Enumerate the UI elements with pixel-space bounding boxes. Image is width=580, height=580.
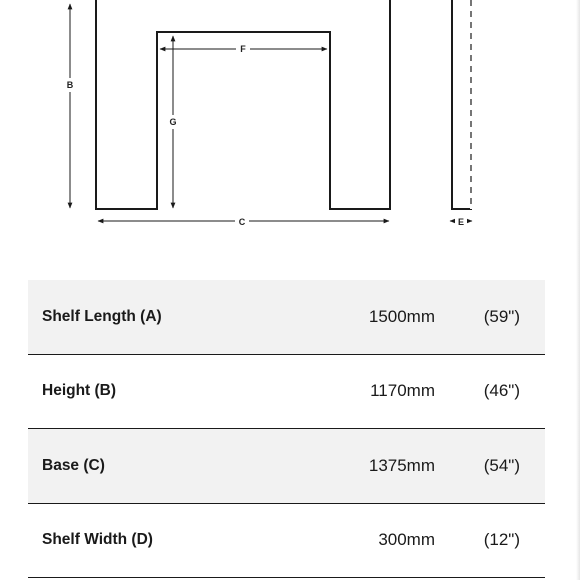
spec-label: Base (C) <box>42 456 105 474</box>
table-row <box>28 355 545 430</box>
spec-mm-value: 1170mm <box>370 381 435 401</box>
spec-inch-value: (12") <box>483 530 520 550</box>
dimensions-table <box>28 280 552 578</box>
spec-inch-value: (59") <box>483 306 520 326</box>
front-view-outline <box>96 0 390 209</box>
fireplace-dimension-diagram <box>0 0 580 270</box>
dimension-f-label: F <box>240 44 246 54</box>
dimension-g-label: G <box>169 117 177 127</box>
spec-inch-value: (54") <box>483 455 520 475</box>
spec-label: Shelf Width (D) <box>42 531 153 549</box>
spec-mm-value: 1500mm <box>368 306 435 326</box>
side-view-outline <box>452 0 471 209</box>
dimension-e-label: E <box>457 217 465 227</box>
table-row <box>28 280 545 355</box>
table-row <box>28 504 545 579</box>
spec-mm-value: 300mm <box>378 530 435 550</box>
dimension-b-label: B <box>66 80 74 90</box>
spec-label: Height (B) <box>42 382 117 400</box>
table-row <box>28 429 545 504</box>
spec-label: Shelf Length (A) <box>42 307 162 325</box>
spec-inch-value: (46") <box>483 381 520 401</box>
spec-mm-value: 1375mm <box>368 455 435 475</box>
dimension-c-label: C <box>238 217 246 227</box>
scroll-edge <box>576 0 580 580</box>
